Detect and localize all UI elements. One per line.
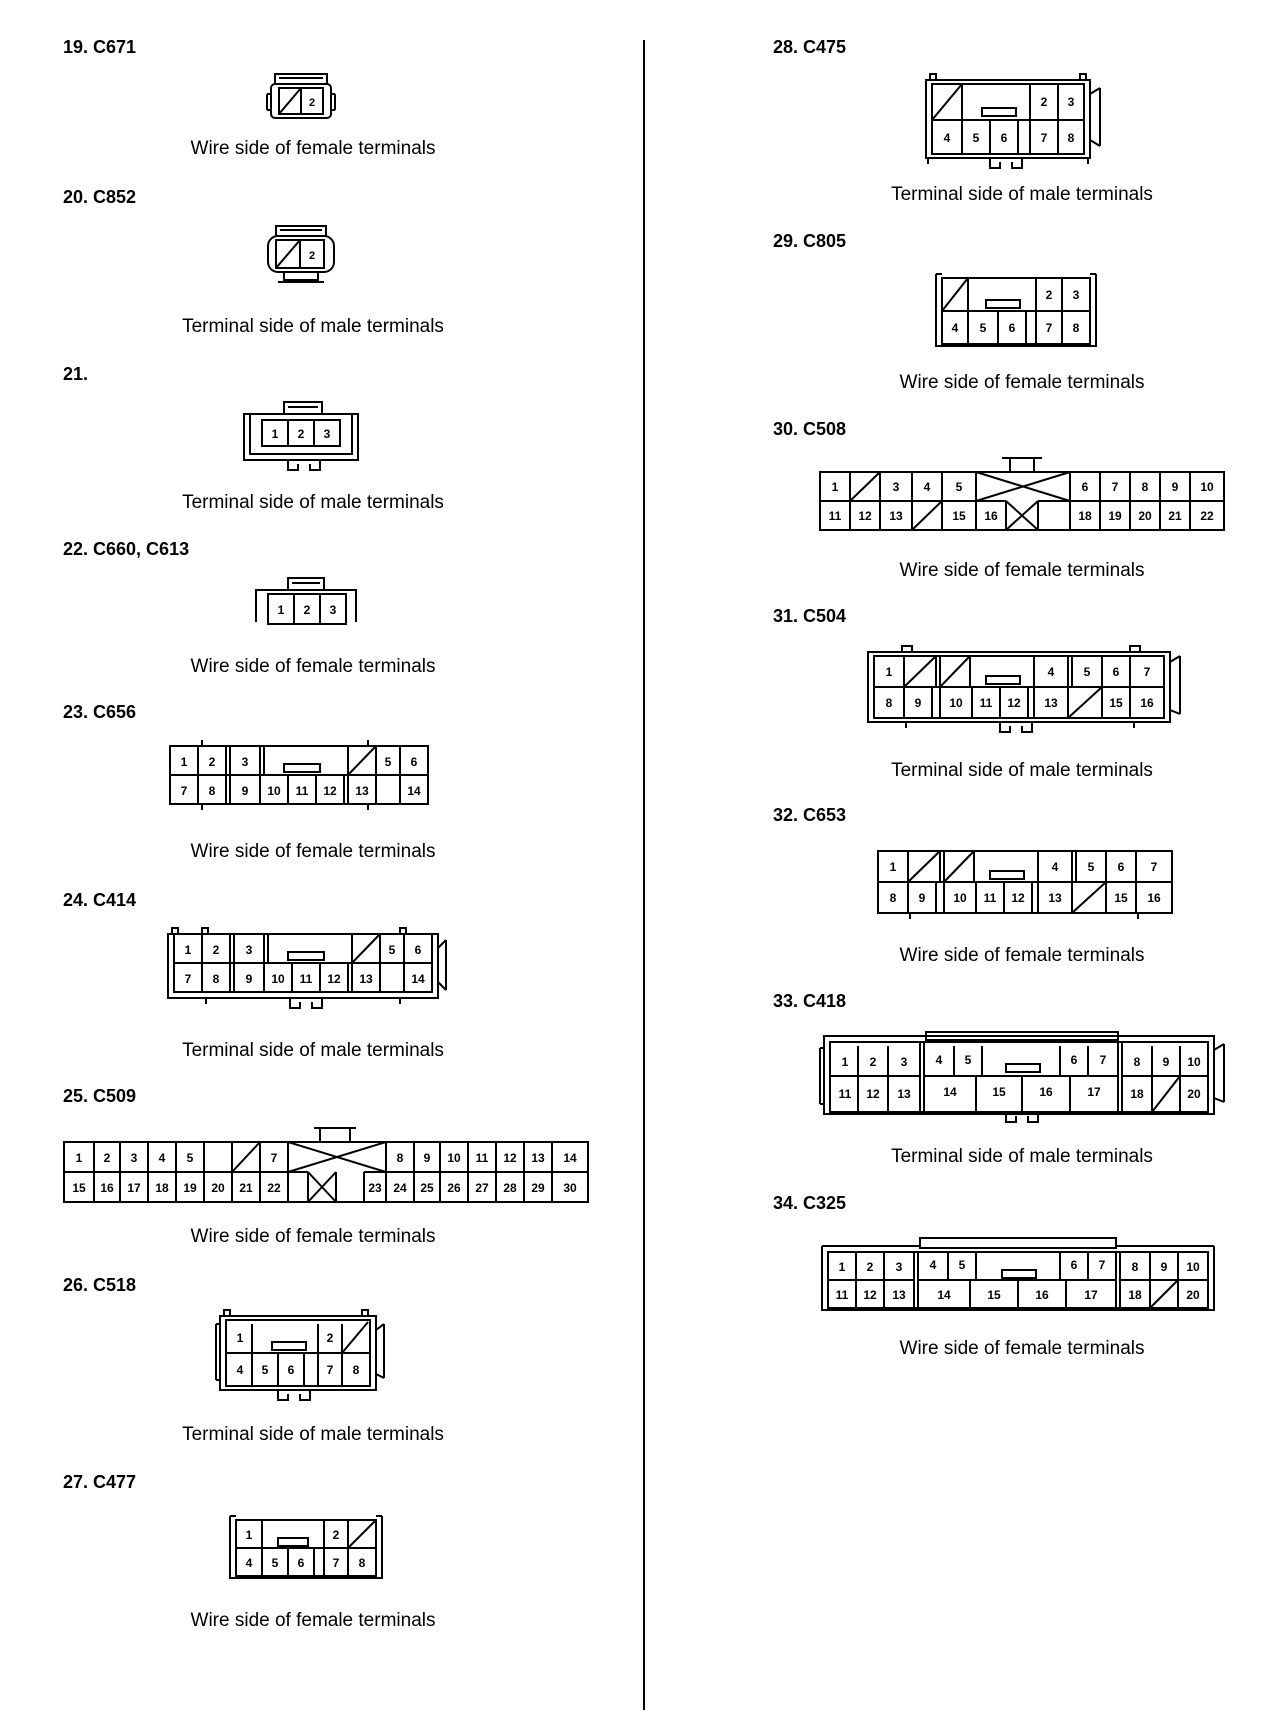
connector-26-cell-1: 1: [236, 1331, 244, 1345]
connector-21-title: 21.: [63, 364, 89, 384]
connector-24-cell-10: 10: [271, 972, 285, 986]
connector-26-cell-5: 5: [261, 1363, 269, 1377]
connector-30-cell-11: 11: [828, 509, 842, 523]
connector-33-cell-9: 9: [1162, 1055, 1170, 1069]
connector-23-cell-6: 6: [410, 755, 418, 769]
connector-34-cell-9: 9: [1160, 1260, 1168, 1274]
connector-31-cell-4: 4: [1047, 665, 1055, 679]
connector-21-diagram: [240, 402, 366, 476]
connector-27-cell-5: 5: [271, 1556, 279, 1570]
connector-30-cell-22: 22: [1200, 509, 1214, 523]
connector-30-cell-10: 10: [1200, 480, 1214, 494]
connector-19-diagram: [265, 74, 341, 126]
connector-30-cell-7: 7: [1111, 480, 1119, 494]
connector-25-cell-27: 27: [475, 1181, 489, 1195]
connector-25-cell-24: 24: [393, 1181, 407, 1195]
connector-25-cell-15: 15: [72, 1181, 86, 1195]
connector-22-cell-1: 1: [277, 603, 285, 617]
connector-24-title: 24. C414: [63, 890, 137, 910]
connector-30-cell-6: 6: [1081, 480, 1089, 494]
connector-34-cell-1: 1: [838, 1260, 846, 1274]
connector-34-cell-4: 4: [929, 1258, 937, 1272]
connector-30-cell-4: 4: [923, 480, 931, 494]
connector-28-cell-2: 2: [1040, 95, 1048, 109]
connector-34-cell-8: 8: [1131, 1260, 1139, 1274]
connector-24-diagram: [166, 928, 456, 1016]
connector-34-cell-2: 2: [866, 1260, 874, 1274]
connector-31-cell-11: 11: [979, 696, 993, 710]
connector-34-cell-10: 10: [1186, 1260, 1200, 1274]
connector-34-cell-14: 14: [937, 1288, 951, 1302]
connector-33-cell-4: 4: [935, 1053, 943, 1067]
connector-25-cell-7: 7: [270, 1151, 278, 1165]
connector-31-caption: Terminal side of male terminals: [891, 760, 1153, 781]
connector-25-cell-12: 12: [503, 1151, 517, 1165]
connector-27-caption: Wire side of female terminals: [190, 1610, 436, 1631]
connector-26-diagram: [212, 1310, 392, 1408]
connector-33-cell-7: 7: [1099, 1053, 1107, 1067]
connector-25-title: 25. C509: [63, 1086, 137, 1106]
connector-25-cell-2: 2: [103, 1151, 111, 1165]
connector-33-cell-2: 2: [869, 1055, 877, 1069]
connector-25-cell-16: 16: [100, 1181, 114, 1195]
connector-19-cell-2: 2: [308, 97, 316, 109]
connector-31-cell-15: 15: [1109, 696, 1123, 710]
connector-20-title: 20. C852: [63, 187, 137, 207]
connector-24-cell-7: 7: [184, 972, 192, 986]
connector-28-cell-5: 5: [972, 131, 980, 145]
connector-27-diagram: [226, 1508, 386, 1588]
connector-28-cell-4: 4: [943, 131, 951, 145]
connector-23-cell-12: 12: [323, 784, 337, 798]
connector-30-caption: Wire side of female terminals: [899, 560, 1145, 581]
connector-26-cell-7: 7: [326, 1363, 334, 1377]
connector-24-cell-3: 3: [245, 943, 253, 957]
connector-30-cell-15: 15: [952, 509, 966, 523]
connector-23-caption: Wire side of female terminals: [190, 841, 436, 862]
connector-25-cell-14: 14: [563, 1151, 577, 1165]
connector-34-cell-13: 13: [892, 1288, 906, 1302]
connector-34-cell-20: 20: [1186, 1288, 1200, 1302]
connector-32-cell-4: 4: [1051, 860, 1059, 874]
connector-31-cell-5: 5: [1083, 665, 1091, 679]
connector-32-cell-10: 10: [953, 891, 967, 905]
connector-20-caption: Terminal side of male terminals: [182, 316, 444, 337]
connector-32-title: 32. C653: [773, 805, 847, 825]
connector-22-caption: Wire side of female terminals: [190, 656, 436, 677]
connector-28-cell-7: 7: [1040, 131, 1048, 145]
connector-25-cell-30: 30: [563, 1181, 577, 1195]
connector-31-cell-16: 16: [1140, 696, 1154, 710]
connector-21-cell-2: 2: [297, 427, 305, 441]
connector-32-cell-8: 8: [889, 891, 897, 905]
connector-29-cell-6: 6: [1008, 321, 1016, 335]
connector-23-cell-11: 11: [295, 784, 309, 798]
connector-32-cell-7: 7: [1150, 860, 1158, 874]
connector-30-cell-12: 12: [858, 509, 872, 523]
connector-25-cell-11: 11: [475, 1151, 489, 1165]
connector-31-cell-6: 6: [1112, 665, 1120, 679]
connector-34-cell-7: 7: [1098, 1258, 1106, 1272]
connector-30-cell-9: 9: [1171, 480, 1179, 494]
connector-29-cell-2: 2: [1045, 288, 1053, 302]
connector-33-cell-20: 20: [1187, 1087, 1201, 1101]
connector-32-cell-1: 1: [889, 860, 897, 874]
connector-23-cell-10: 10: [267, 784, 281, 798]
connector-25-diagram: [62, 1124, 592, 1210]
connector-29-cell-8: 8: [1072, 321, 1080, 335]
connector-26-cell-4: 4: [236, 1363, 244, 1377]
connector-25-cell-29: 29: [531, 1181, 545, 1195]
connector-25-cell-26: 26: [447, 1181, 461, 1195]
connector-33-cell-5: 5: [964, 1053, 972, 1067]
connector-22-cell-3: 3: [329, 603, 337, 617]
connector-33-cell-14: 14: [943, 1085, 957, 1099]
connector-29-cell-7: 7: [1045, 321, 1053, 335]
connector-32-cell-16: 16: [1147, 891, 1161, 905]
connector-25-cell-22: 22: [267, 1181, 281, 1195]
connector-23-cell-14: 14: [407, 784, 421, 798]
connector-29-caption: Wire side of female terminals: [899, 372, 1145, 393]
connector-29-cell-3: 3: [1072, 288, 1080, 302]
column-divider: [643, 40, 645, 1710]
connector-25-cell-28: 28: [503, 1181, 517, 1195]
connector-27-cell-8: 8: [358, 1556, 366, 1570]
connector-31-cell-13: 13: [1044, 696, 1058, 710]
connector-20-diagram: [262, 226, 342, 292]
connector-24-cell-13: 13: [359, 972, 373, 986]
connector-33-cell-10: 10: [1187, 1055, 1201, 1069]
connector-31-title: 31. C504: [773, 606, 847, 626]
connector-29-diagram: [932, 268, 1102, 354]
connector-34-title: 34. C325: [773, 1193, 847, 1213]
connector-25-cell-5: 5: [186, 1151, 194, 1165]
connector-29-title: 29. C805: [773, 231, 847, 251]
connector-28-cell-3: 3: [1067, 95, 1075, 109]
connector-23-title: 23. C656: [63, 702, 137, 722]
connector-33-title: 33. C418: [773, 991, 847, 1011]
connector-34-caption: Wire side of female terminals: [899, 1338, 1145, 1359]
connector-33-cell-17: 17: [1087, 1085, 1101, 1099]
connector-30-cell-21: 21: [1168, 509, 1182, 523]
connector-28-cell-8: 8: [1067, 131, 1075, 145]
connector-28-diagram: [920, 74, 1110, 176]
connector-33-cell-1: 1: [841, 1055, 849, 1069]
connector-30-cell-18: 18: [1078, 509, 1092, 523]
connector-26-cell-8: 8: [352, 1363, 360, 1377]
connector-23-cell-5: 5: [384, 755, 392, 769]
connector-32-cell-13: 13: [1048, 891, 1062, 905]
connector-33-cell-3: 3: [900, 1055, 908, 1069]
connector-28-cell-6: 6: [1000, 131, 1008, 145]
connector-23-cell-9: 9: [241, 784, 249, 798]
connector-30-title: 30. C508: [773, 419, 847, 439]
connector-25-cell-13: 13: [531, 1151, 545, 1165]
connector-25-cell-20: 20: [211, 1181, 225, 1195]
connector-32-cell-12: 12: [1011, 891, 1025, 905]
connector-34-diagram: [820, 1236, 1220, 1320]
connector-27-cell-6: 6: [297, 1556, 305, 1570]
connector-31-cell-12: 12: [1007, 696, 1021, 710]
connector-25-cell-1: 1: [75, 1151, 83, 1165]
connector-32-cell-6: 6: [1117, 860, 1125, 874]
connector-25-caption: Wire side of female terminals: [190, 1226, 436, 1247]
connector-32-diagram: [874, 843, 1184, 923]
connector-26-cell-2: 2: [326, 1331, 334, 1345]
connector-30-cell-16: 16: [984, 509, 998, 523]
connector-24-cell-5: 5: [388, 943, 396, 957]
connector-30-diagram: [818, 456, 1228, 536]
connector-20-cell-2: 2: [308, 250, 316, 262]
connector-23-cell-3: 3: [241, 755, 249, 769]
connector-26-cell-6: 6: [287, 1363, 295, 1377]
connector-34-cell-17: 17: [1084, 1288, 1098, 1302]
connector-32-caption: Wire side of female terminals: [899, 945, 1145, 966]
connector-31-cell-8: 8: [885, 696, 893, 710]
connector-22-cell-2: 2: [303, 603, 311, 617]
connector-25-cell-4: 4: [158, 1151, 166, 1165]
connector-33-cell-6: 6: [1070, 1053, 1078, 1067]
connector-27-cell-7: 7: [332, 1556, 340, 1570]
connector-25-cell-8: 8: [396, 1151, 404, 1165]
connector-25-cell-21: 21: [239, 1181, 253, 1195]
connector-31-diagram: [862, 644, 1192, 738]
connector-33-diagram: [818, 1030, 1228, 1126]
connector-34-cell-11: 11: [835, 1288, 849, 1302]
connector-23-cell-1: 1: [180, 755, 188, 769]
connector-30-cell-1: 1: [831, 480, 839, 494]
connector-29-cell-5: 5: [979, 321, 987, 335]
connector-24-cell-2: 2: [212, 943, 220, 957]
connector-27-cell-4: 4: [245, 1556, 253, 1570]
connector-34-cell-12: 12: [863, 1288, 877, 1302]
connector-27-title: 27. C477: [63, 1472, 137, 1492]
connector-31-cell-9: 9: [914, 696, 922, 710]
connector-24-cell-8: 8: [212, 972, 220, 986]
connector-33-cell-13: 13: [897, 1087, 911, 1101]
connector-30-cell-13: 13: [889, 509, 903, 523]
connector-34-cell-18: 18: [1128, 1288, 1142, 1302]
connector-29-cell-4: 4: [951, 321, 959, 335]
connector-31-cell-7: 7: [1143, 665, 1151, 679]
connector-25-cell-10: 10: [447, 1151, 461, 1165]
connector-30-cell-8: 8: [1141, 480, 1149, 494]
connector-23-cell-8: 8: [208, 784, 216, 798]
connector-24-cell-9: 9: [245, 972, 253, 986]
connector-31-cell-10: 10: [949, 696, 963, 710]
connector-33-cell-16: 16: [1039, 1085, 1053, 1099]
connector-22-title: 22. C660, C613: [63, 539, 190, 559]
connector-23-cell-2: 2: [208, 755, 216, 769]
connector-24-cell-6: 6: [414, 943, 422, 957]
connector-33-cell-11: 11: [838, 1087, 852, 1101]
connector-32-cell-5: 5: [1087, 860, 1095, 874]
connector-30-cell-20: 20: [1138, 509, 1152, 523]
connector-21-cell-1: 1: [271, 427, 279, 441]
connector-23-diagram: [168, 740, 438, 814]
connector-24-cell-11: 11: [299, 972, 313, 986]
connector-32-cell-11: 11: [983, 891, 997, 905]
connector-27-cell-1: 1: [245, 1528, 253, 1542]
connector-19-cell-blank: [279, 88, 301, 114]
connector-23-cell-7: 7: [180, 784, 188, 798]
connector-33-cell-12: 12: [866, 1087, 880, 1101]
connector-25-cell-19: 19: [183, 1181, 197, 1195]
connector-30-cell-5: 5: [955, 480, 963, 494]
connector-34-cell-5: 5: [958, 1258, 966, 1272]
connector-25-cell-23: 23: [368, 1181, 382, 1195]
connector-23-cell-13: 13: [355, 784, 369, 798]
connector-26-title: 26. C518: [63, 1275, 137, 1295]
connector-25-cell-17: 17: [127, 1181, 141, 1195]
connector-27-cell-2: 2: [332, 1528, 340, 1542]
connector-33-cell-8: 8: [1133, 1055, 1141, 1069]
connector-25-cell-9: 9: [423, 1151, 431, 1165]
connector-21-caption: Terminal side of male terminals: [182, 492, 444, 513]
connector-30-cell-3: 3: [892, 480, 900, 494]
connector-25-cell-25: 25: [420, 1181, 434, 1195]
connector-34-cell-3: 3: [895, 1260, 903, 1274]
connector-22-diagram: [252, 578, 362, 634]
connector-26-caption: Terminal side of male terminals: [182, 1424, 444, 1445]
connector-34-cell-15: 15: [987, 1288, 1001, 1302]
connector-24-cell-1: 1: [184, 943, 192, 957]
connector-32-cell-15: 15: [1114, 891, 1128, 905]
connector-25-cell-3: 3: [130, 1151, 138, 1165]
connector-24-cell-12: 12: [327, 972, 341, 986]
connector-33-cell-15: 15: [992, 1085, 1006, 1099]
connector-28-title: 28. C475: [773, 37, 847, 57]
connector-24-caption: Terminal side of male terminals: [182, 1040, 444, 1061]
connector-33-cell-18: 18: [1130, 1087, 1144, 1101]
connector-19-title: 19. C671: [63, 37, 137, 57]
connector-28-caption: Terminal side of male terminals: [891, 184, 1153, 205]
connector-31-cell-1: 1: [885, 665, 893, 679]
connector-34-cell-6: 6: [1070, 1258, 1078, 1272]
connector-34-cell-16: 16: [1035, 1288, 1049, 1302]
connector-32-cell-9: 9: [918, 891, 926, 905]
connector-21-cell-3: 3: [323, 427, 331, 441]
connector-24-cell-14: 14: [411, 972, 425, 986]
connector-19-caption: Wire side of female terminals: [190, 138, 436, 159]
connector-25-cell-18: 18: [155, 1181, 169, 1195]
connector-30-cell-19: 19: [1108, 509, 1122, 523]
connector-33-caption: Terminal side of male terminals: [891, 1146, 1153, 1167]
